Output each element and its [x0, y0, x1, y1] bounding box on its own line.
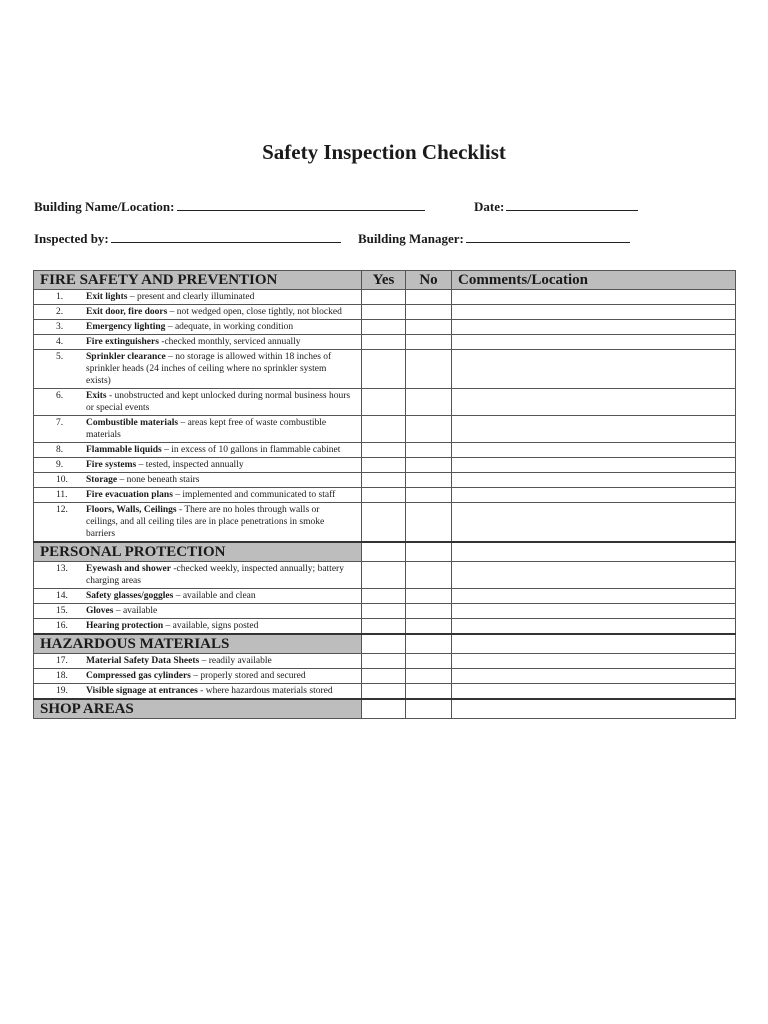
date-blank[interactable] — [506, 198, 638, 211]
item-number: 18. — [56, 671, 68, 681]
item-number: 19. — [56, 686, 68, 696]
hazardous-materials-rows — [34, 654, 736, 700]
yes-cell[interactable] — [362, 350, 406, 389]
no-cell[interactable] — [406, 305, 452, 320]
item-text — [86, 351, 361, 387]
item-number: 5. — [56, 352, 64, 362]
checklist-item — [34, 320, 361, 334]
item-number: 4. — [56, 337, 64, 347]
yes-cell[interactable] — [362, 634, 406, 654]
no-cell[interactable] — [406, 290, 452, 305]
item-text — [86, 390, 361, 414]
table-header-row — [34, 271, 736, 290]
item-term: Exit lights — [86, 292, 128, 302]
comments-cell[interactable] — [452, 443, 736, 458]
yes-cell[interactable] — [362, 503, 406, 543]
item-text — [86, 336, 361, 348]
item-cell — [34, 589, 362, 604]
table-row — [34, 443, 736, 458]
inspected-field — [34, 230, 341, 247]
item-number: 11. — [56, 490, 68, 500]
item-number: 3. — [56, 322, 64, 332]
table-row — [34, 320, 736, 335]
item-number: 7. — [56, 418, 64, 428]
item-term: Compressed gas cylinders — [86, 671, 191, 681]
date-field — [474, 198, 638, 215]
table-row — [34, 604, 736, 619]
no-cell[interactable] — [406, 503, 452, 543]
comments-cell[interactable] — [452, 699, 736, 719]
item-cell — [34, 488, 362, 503]
no-cell[interactable] — [406, 542, 452, 562]
yes-cell[interactable] — [362, 443, 406, 458]
yes-cell[interactable] — [362, 589, 406, 604]
comments-cell[interactable] — [452, 320, 736, 335]
comments-cell[interactable] — [452, 290, 736, 305]
item-term: Exit door, fire doors — [86, 307, 168, 317]
item-number: 15. — [56, 606, 68, 616]
item-cell — [34, 669, 362, 684]
table-row — [34, 589, 736, 604]
comments-cell[interactable] — [452, 604, 736, 619]
comments-cell[interactable] — [452, 684, 736, 700]
no-cell[interactable] — [406, 335, 452, 350]
comments-cell[interactable] — [452, 473, 736, 488]
yes-cell[interactable] — [362, 562, 406, 589]
checklist-item — [34, 416, 361, 442]
item-term: Emergency lighting — [86, 322, 166, 332]
no-cell[interactable] — [406, 320, 452, 335]
item-text — [86, 306, 361, 318]
manager-field — [358, 230, 630, 247]
item-term: Fire systems — [86, 460, 137, 470]
manager-label: Building Manager: — [358, 231, 464, 246]
hazardous-section — [34, 634, 736, 654]
item-number: 2. — [56, 307, 64, 317]
checklist-item — [34, 458, 361, 472]
item-description: – available, signs posted — [163, 621, 259, 631]
item-cell — [34, 350, 362, 389]
no-header: No — [406, 271, 452, 290]
checklist-item — [34, 562, 361, 588]
manager-blank[interactable] — [466, 230, 630, 243]
item-description: -checked weekly, inspected annually; battery charging areas — [86, 564, 344, 586]
item-cell — [34, 562, 362, 589]
yes-cell[interactable] — [362, 458, 406, 473]
personal-protection-rows — [34, 562, 736, 635]
yes-cell[interactable] — [362, 488, 406, 503]
no-cell[interactable] — [406, 350, 452, 389]
item-description: – present and clearly illuminated — [127, 292, 255, 302]
comments-header: Comments/Location — [452, 271, 736, 290]
item-term: Combustible materials — [86, 418, 179, 428]
item-text — [86, 605, 361, 617]
comments-cell[interactable] — [452, 562, 736, 589]
yes-cell[interactable] — [362, 335, 406, 350]
checklist-item — [34, 669, 361, 683]
table-row — [34, 562, 736, 589]
no-cell[interactable] — [406, 619, 452, 635]
item-number: 14. — [56, 591, 68, 601]
item-description: - unobstructed and kept unlocked during normal business hours or special events — [86, 391, 351, 413]
item-cell — [34, 458, 362, 473]
item-term: Flammable liquids — [86, 445, 162, 455]
checklist-item — [34, 684, 361, 698]
item-number: 13. — [56, 564, 68, 574]
item-description: – in excess of 10 gallons in flammable cabinet — [161, 445, 341, 455]
inspected-label: Inspected by: — [34, 231, 109, 246]
item-cell — [34, 503, 362, 543]
no-cell[interactable] — [406, 458, 452, 473]
yes-cell[interactable] — [362, 305, 406, 320]
comments-cell[interactable] — [452, 389, 736, 416]
comments-cell[interactable] — [452, 669, 736, 684]
item-cell — [34, 443, 362, 458]
checklist-item — [34, 619, 361, 633]
item-number: 6. — [56, 391, 64, 401]
table-row — [34, 458, 736, 473]
checklist-item — [34, 290, 361, 304]
section-header-hazardous: HAZARDOUS MATERIALS — [34, 634, 362, 654]
table-row — [34, 654, 736, 669]
no-cell[interactable] — [406, 562, 452, 589]
no-cell[interactable] — [406, 634, 452, 654]
item-description: – readily available — [199, 656, 272, 666]
item-text — [86, 620, 361, 632]
section-row — [34, 542, 736, 562]
comments-cell[interactable] — [452, 458, 736, 473]
comments-cell[interactable] — [452, 350, 736, 389]
checklist-item — [34, 488, 361, 502]
comments-cell[interactable] — [452, 416, 736, 443]
section-row — [34, 634, 736, 654]
no-cell[interactable] — [406, 684, 452, 700]
item-text — [86, 444, 361, 456]
item-description: – available — [113, 606, 158, 616]
item-cell — [34, 416, 362, 443]
yes-cell[interactable] — [362, 654, 406, 669]
yes-cell[interactable] — [362, 604, 406, 619]
checklist-item — [34, 473, 361, 487]
checklist-item — [34, 654, 361, 668]
checklist-item — [34, 389, 361, 415]
item-description: – areas kept free of waste combustible materials — [86, 418, 327, 440]
comments-cell[interactable] — [452, 542, 736, 562]
item-number: 16. — [56, 621, 68, 631]
no-cell[interactable] — [406, 443, 452, 458]
item-text — [86, 321, 361, 333]
section-header-personal: PERSONAL PROTECTION — [34, 542, 362, 562]
checklist-item — [34, 443, 361, 457]
no-cell[interactable] — [406, 389, 452, 416]
comments-cell[interactable] — [452, 335, 736, 350]
fire-safety-rows — [34, 290, 736, 543]
item-cell — [34, 320, 362, 335]
table-row — [34, 669, 736, 684]
item-number: 9. — [56, 460, 64, 470]
building-blank[interactable] — [177, 198, 425, 211]
item-term: Sprinkler clearance — [86, 352, 166, 362]
item-number: 10. — [56, 475, 68, 485]
item-number: 12. — [56, 505, 68, 515]
item-description: - There are no holes through walls or ceilings, and all ceiling tiles are in place penetrations in smoke barriers — [86, 505, 325, 539]
item-description: – none beneath stairs — [117, 475, 200, 485]
table-row — [34, 503, 736, 543]
item-term: Hearing protection — [86, 621, 164, 631]
personal-section — [34, 542, 736, 562]
item-text — [86, 459, 361, 471]
checklist-item — [34, 503, 361, 541]
checklist-item — [34, 350, 361, 388]
building-field — [34, 198, 425, 215]
item-number: 8. — [56, 445, 64, 455]
table-row — [34, 416, 736, 443]
item-description: – not wedged open, close tightly, not blocked — [167, 307, 342, 317]
item-description: - where hazardous materials stored — [197, 686, 333, 696]
item-cell — [34, 604, 362, 619]
yes-cell[interactable] — [362, 699, 406, 719]
yes-cell[interactable] — [362, 320, 406, 335]
yes-header: Yes — [362, 271, 406, 290]
checklist-item — [34, 335, 361, 349]
item-term: Gloves — [86, 606, 114, 616]
item-description: – adequate, in working condition — [165, 322, 294, 332]
section-row — [34, 699, 736, 719]
item-description: – available and clean — [173, 591, 256, 601]
yes-cell[interactable] — [362, 473, 406, 488]
item-description: – properly stored and secured — [190, 671, 306, 681]
item-description: – no storage is allowed within 18 inches of sprinkler heads (24 inches of ceiling where no sprinkler system exists) — [86, 352, 332, 386]
item-text — [86, 563, 361, 587]
item-term: Storage — [86, 475, 118, 485]
checklist-table — [33, 270, 736, 719]
table-row — [34, 473, 736, 488]
item-description: -checked monthly, serviced annually — [158, 337, 301, 347]
item-description: – tested, inspected annually — [136, 460, 244, 470]
item-term: Fire extinguishers — [86, 337, 159, 347]
item-term: Safety glasses/goggles — [86, 591, 174, 601]
comments-cell[interactable] — [452, 305, 736, 320]
comments-cell[interactable] — [452, 634, 736, 654]
table-row — [34, 350, 736, 389]
no-cell[interactable] — [406, 488, 452, 503]
section-header-shop: SHOP AREAS — [34, 699, 362, 719]
yes-cell[interactable] — [362, 290, 406, 305]
item-number: 1. — [56, 292, 64, 302]
building-label: Building Name/Location: — [34, 199, 175, 214]
item-text — [86, 291, 361, 303]
item-cell — [34, 473, 362, 488]
shop-section — [34, 699, 736, 719]
item-term: Visible signage at entrances — [86, 686, 198, 696]
inspected-blank[interactable] — [111, 230, 341, 243]
item-text — [86, 417, 361, 441]
date-label: Date: — [474, 199, 505, 214]
item-cell — [34, 335, 362, 350]
comments-cell[interactable] — [452, 488, 736, 503]
item-text — [86, 474, 361, 486]
checklist-item — [34, 305, 361, 319]
table-row — [34, 488, 736, 503]
item-text — [86, 590, 361, 602]
item-cell — [34, 305, 362, 320]
item-term: Eyewash and shower — [86, 564, 171, 574]
comments-cell[interactable] — [452, 503, 736, 543]
item-cell — [34, 389, 362, 416]
item-cell — [34, 684, 362, 700]
item-term: Floors, Walls, Ceilings — [86, 505, 177, 515]
no-cell[interactable] — [406, 669, 452, 684]
table-row — [34, 305, 736, 320]
table-row — [34, 290, 736, 305]
item-cell — [34, 290, 362, 305]
item-number: 17. — [56, 656, 68, 666]
item-description: – implemented and communicated to staff — [172, 490, 336, 500]
yes-cell[interactable] — [362, 542, 406, 562]
no-cell[interactable] — [406, 589, 452, 604]
item-text — [86, 504, 361, 540]
item-term: Material Safety Data Sheets — [86, 656, 200, 666]
item-text — [86, 685, 361, 697]
comments-cell[interactable] — [452, 619, 736, 635]
no-cell[interactable] — [406, 699, 452, 719]
page-title: Safety Inspection Checklist — [262, 140, 506, 164]
no-cell[interactable] — [406, 654, 452, 669]
item-text — [86, 489, 361, 501]
section-header-fire: FIRE SAFETY AND PREVENTION — [34, 271, 362, 290]
yes-cell[interactable] — [362, 684, 406, 700]
table-row — [34, 684, 736, 700]
yes-cell[interactable] — [362, 416, 406, 443]
item-cell — [34, 619, 362, 635]
comments-cell[interactable] — [452, 654, 736, 669]
checklist-item — [34, 604, 361, 618]
checklist-item — [34, 589, 361, 603]
item-cell — [34, 654, 362, 669]
comments-cell[interactable] — [452, 589, 736, 604]
table-row — [34, 619, 736, 635]
table-row — [34, 389, 736, 416]
item-text — [86, 670, 361, 682]
no-cell[interactable] — [406, 473, 452, 488]
item-text — [86, 655, 361, 667]
yes-cell[interactable] — [362, 669, 406, 684]
item-term: Fire evacuation plans — [86, 490, 173, 500]
no-cell[interactable] — [406, 604, 452, 619]
yes-cell[interactable] — [362, 619, 406, 635]
item-term: Exits — [86, 391, 107, 401]
yes-cell[interactable] — [362, 389, 406, 416]
no-cell[interactable] — [406, 416, 452, 443]
table-row — [34, 335, 736, 350]
